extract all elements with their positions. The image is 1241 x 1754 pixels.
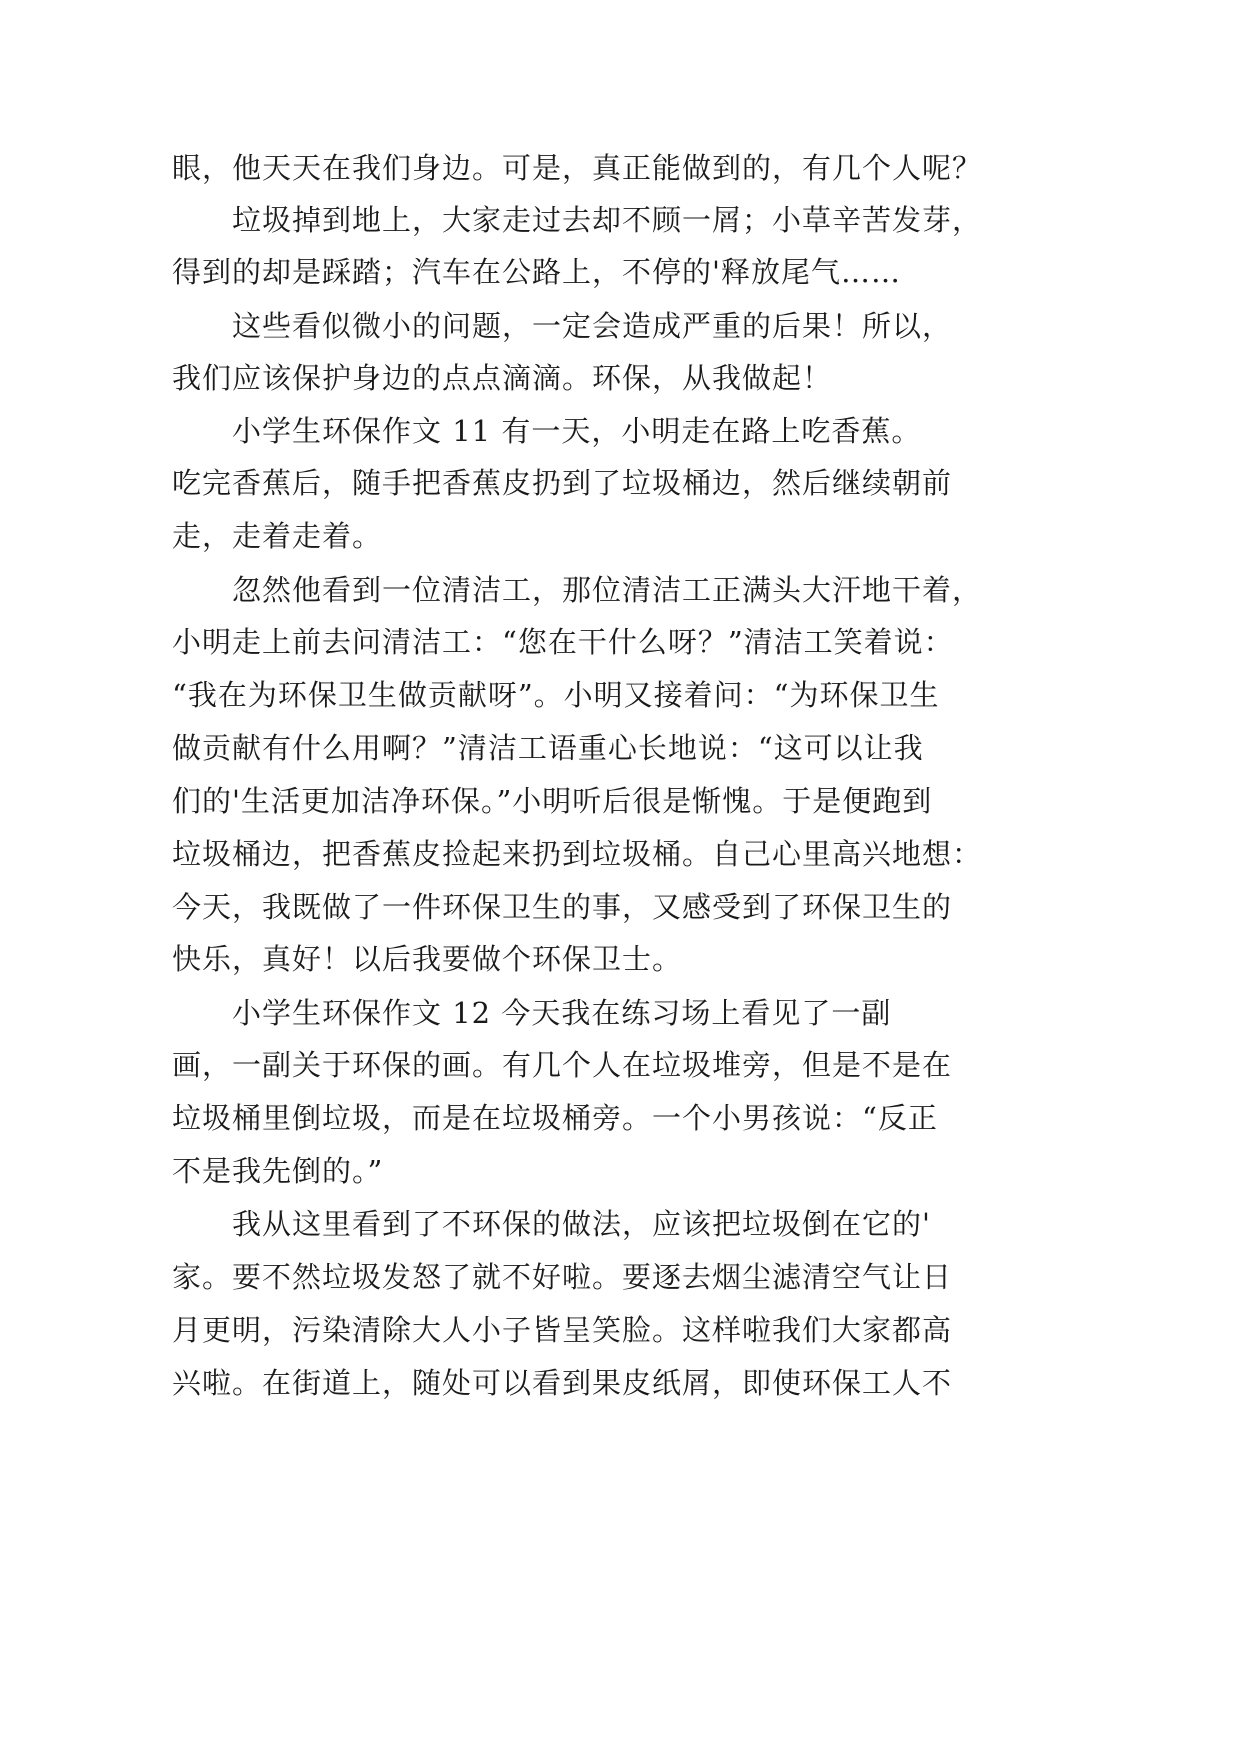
text-line: 做贡献有什么用啊？”清洁工语重心长地说：“这可以让我 <box>172 731 924 765</box>
text-line: 画，一副关于环保的画。有几个人在垃圾堆旁，但是不是在 <box>172 1048 953 1082</box>
text-line: 兴啦。在街道上，随处可以看到果皮纸屑，即使环保工人不 <box>172 1366 953 1400</box>
text-line: 垃圾桶边，把香蕉皮捡起来扔到垃圾桶。自己心里高兴地想： <box>172 837 983 871</box>
text-line: 月更明，污染清除大人小子皆呈笑脸。这样啦我们大家都高 <box>172 1313 953 1347</box>
paragraph-first-line: 我从这里看到了不环保的做法，应该把垃圾倒在它的' <box>232 1207 931 1241</box>
text-line: 走，走着走着。 <box>172 519 383 553</box>
text-line: “我在为环保卫生做贡献呀”。小明又接着问：“为环保卫生 <box>172 678 940 712</box>
text-line: 小明走上前去问清洁工：“您在干什么呀？”清洁工笑着说： <box>172 625 954 659</box>
text-line: 吃完香蕉后，随手把香蕉皮扔到了垃圾桶边，然后继续朝前 <box>172 466 953 500</box>
paragraph-first-line: 忽然他看到一位清洁工，那位清洁工正满头大汗地干着， <box>232 573 983 607</box>
paragraph-first-line: 垃圾掉到地上，大家走过去却不顾一屑；小草辛苦发芽， <box>232 203 983 237</box>
text-line: 垃圾桶里倒垃圾，而是在垃圾桶旁。一个小男孩说：“反正 <box>172 1101 938 1135</box>
paragraph-first-line: 这些看似微小的问题，一定会造成严重的后果！所以， <box>232 309 953 343</box>
text-line: 不是我先倒的。” <box>172 1154 384 1188</box>
text-line: 眼，他天天在我们身边。可是，真正能做到的，有几个人呢？ <box>172 151 983 185</box>
essay-heading-line: 小学生环保作文 11 有一天，小明走在路上吃香蕉。 <box>232 414 922 448</box>
essay-heading-line: 小学生环保作文 12 今天我在练习场上看见了一副 <box>232 996 892 1030</box>
text-line: 我们应该保护身边的点点滴滴。环保，从我做起！ <box>172 361 833 395</box>
text-line: 今天，我既做了一件环保卫生的事，又感受到了环保卫生的 <box>172 890 953 924</box>
text-line: 家。要不然垃圾发怒了就不好啦。要逐去烟尘滤清空气让日 <box>172 1260 953 1294</box>
text-line: 快乐，真好！以后我要做个环保卫士。 <box>172 942 683 976</box>
text-line: 得到的却是踩踏；汽车在公路上，不停的'释放尾气…… <box>172 255 901 289</box>
text-line: 们的'生活更加洁净环保。”小明听后很是惭愧。于是便跑到 <box>172 784 933 818</box>
